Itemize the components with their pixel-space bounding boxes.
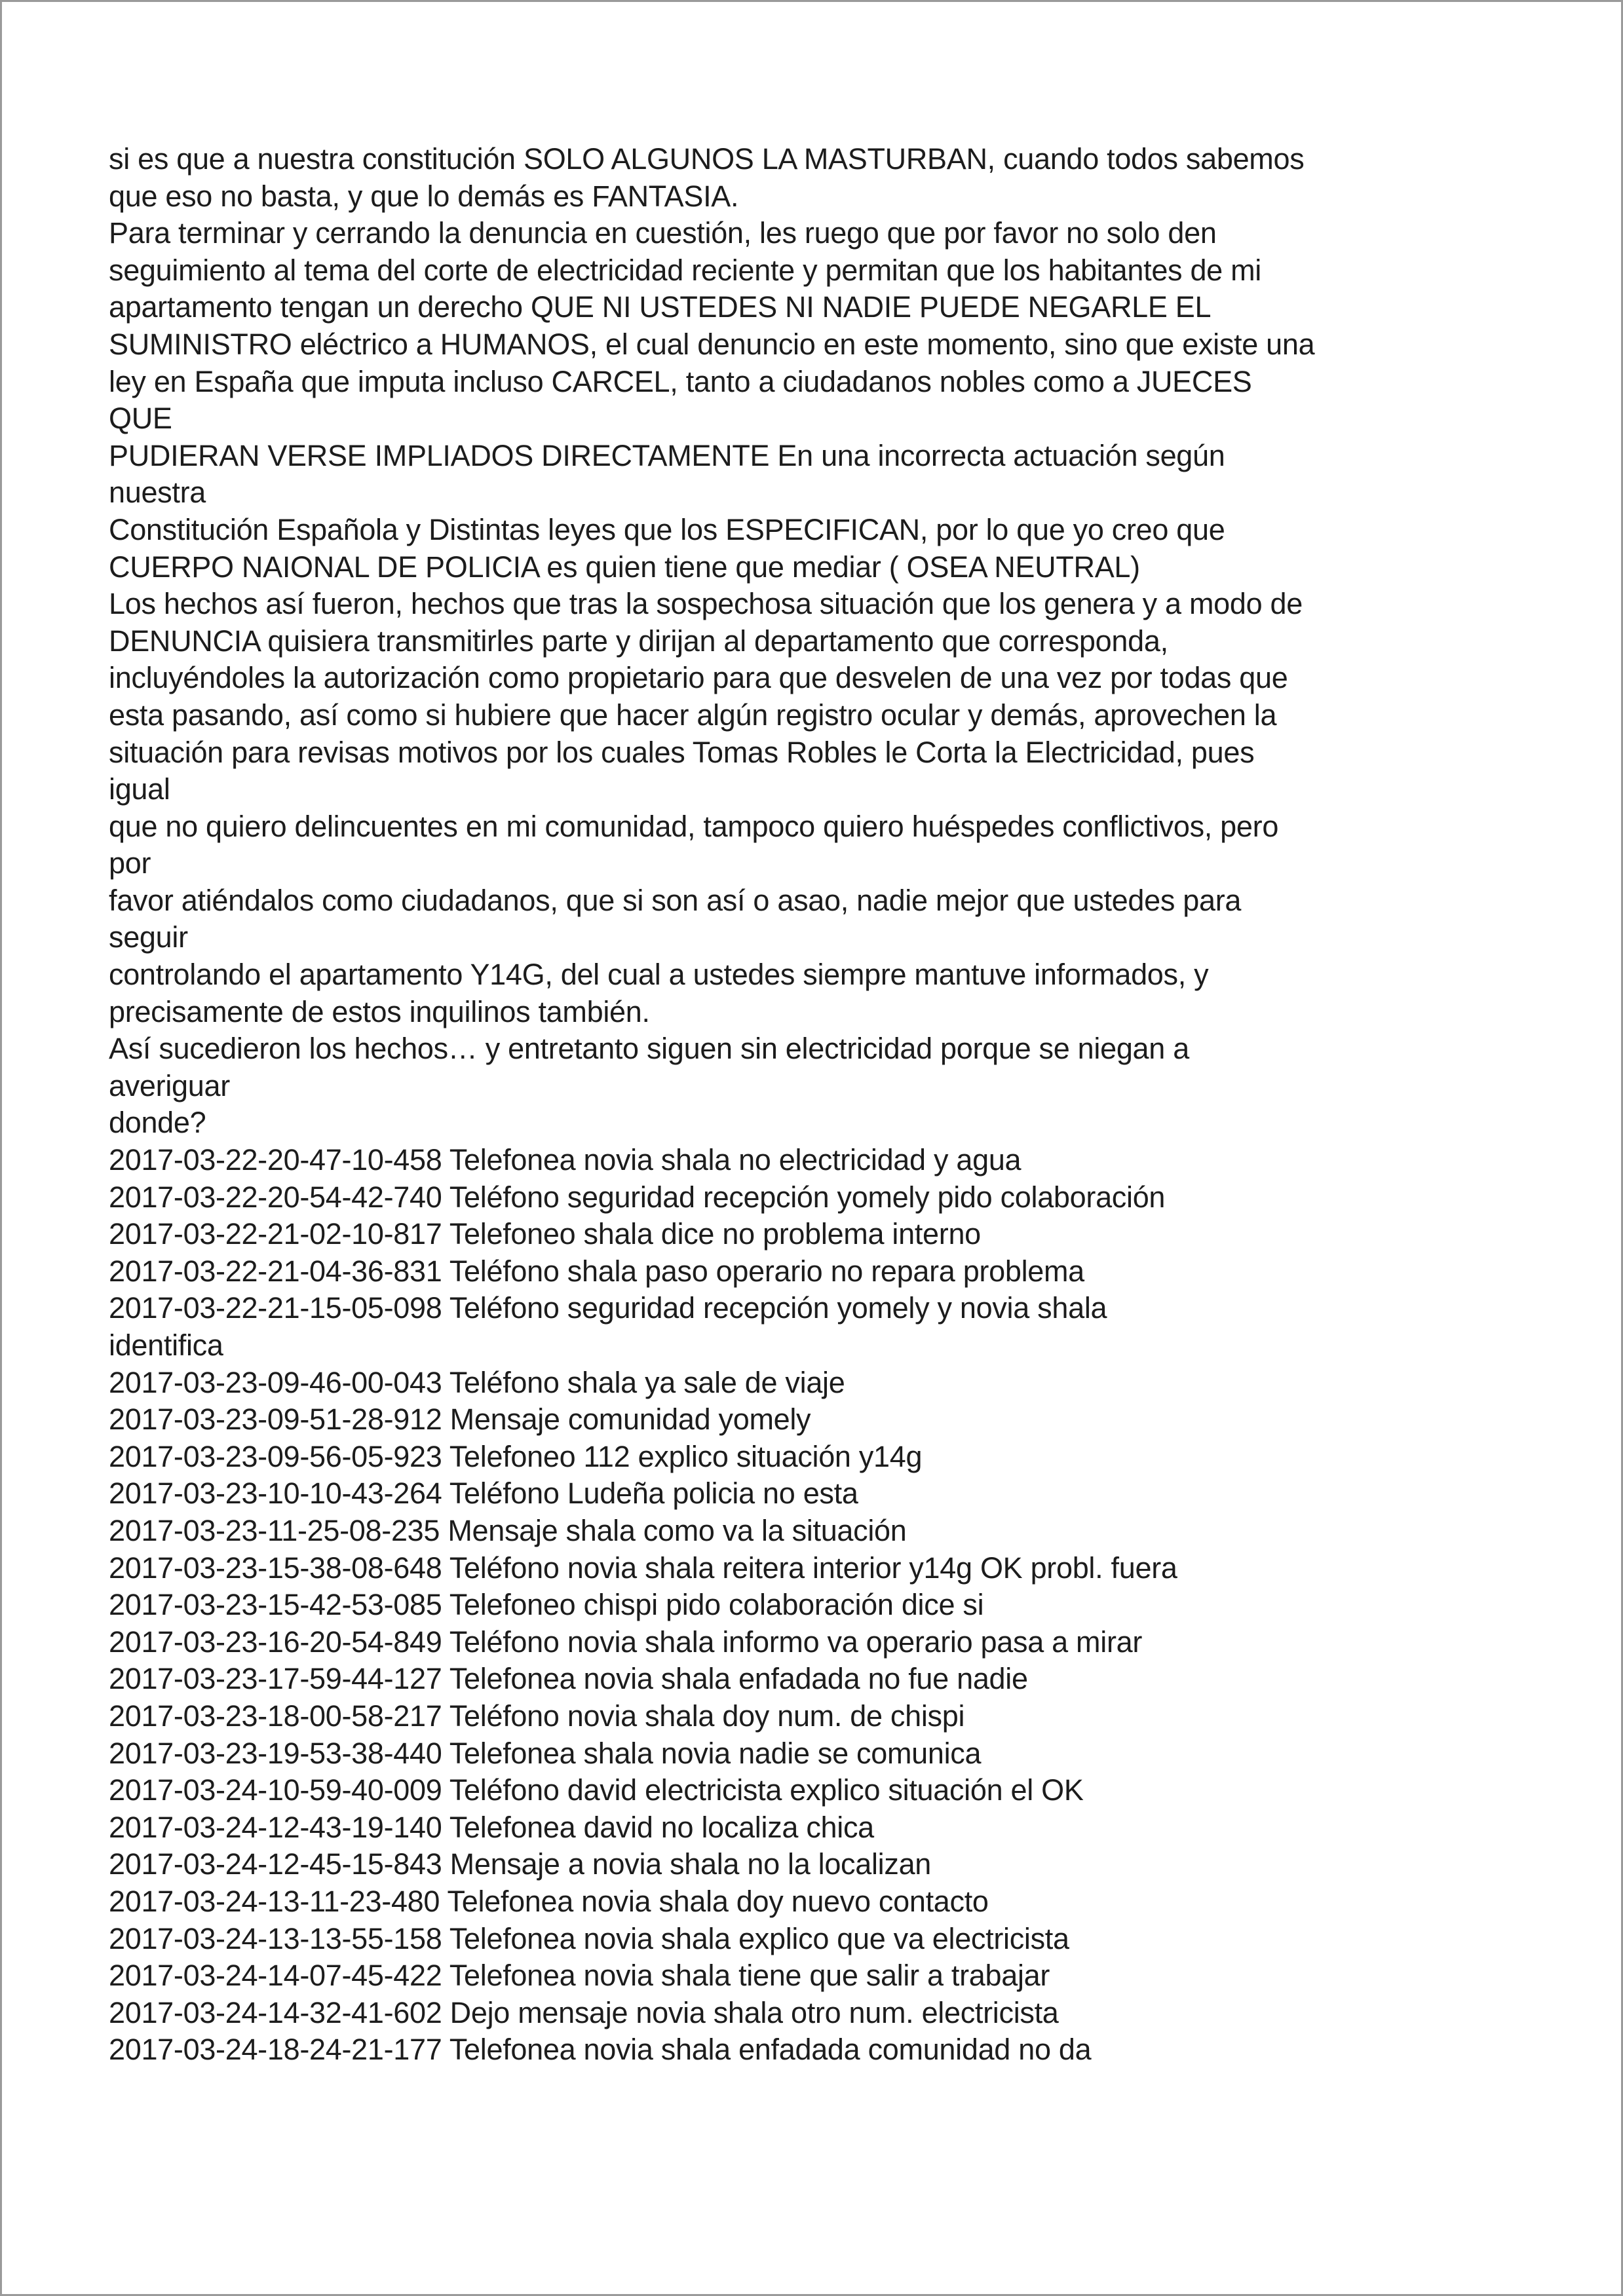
log-entry: 2017-03-22-20-54-42-740 Teléfono seguridad recepción yomely pido colaboración [109,1180,1166,1214]
text-line: situación para revisas motivos por los cuales Tomas Robles le Corta la Electricidad, pues [109,735,1255,769]
text-line: Para terminar y cerrando la denuncia en cuestión, les ruego que por favor no solo den [109,216,1217,250]
log-entry: 2017-03-23-09-46-00-043 Teléfono shala ya sale de viaje [109,1365,845,1399]
complaint-paragraph [109,141,1550,1142]
text-line: CUERPO NAIONAL DE POLICIA es quien tiene que mediar ( OSEA NEUTRAL) [109,550,1140,584]
text-line: Constitución Española y Distintas leyes que los ESPECIFICAN, por lo que yo creo que [109,512,1225,546]
log-entry: 2017-03-23-15-38-08-648 Teléfono novia shala reitera interior y14g OK probl. fuera [109,1551,1177,1585]
log-entry: 2017-03-23-10-10-43-264 Teléfono Ludeña policia no esta [109,1477,858,1511]
call-log [109,1142,1550,2069]
text-line: seguimiento al tema del corte de electricidad reciente y permitan que los habitantes de mi [109,253,1261,287]
log-entry: 2017-03-22-20-47-10-458 Telefonea novia shala no electricidad y agua [109,1143,1022,1177]
text-line: Así sucedieron los hechos… y entretanto siguen sin electricidad porque se niegan a [109,1032,1189,1066]
text-line: SUMINISTRO eléctrico a HUMANOS, el cual denuncio en este momento, sino que existe una [109,327,1315,361]
text-line: Los hechos así fueron, hechos que tras la sospechosa situación que los genera y a modo de [109,587,1303,621]
log-entry: 2017-03-24-14-32-41-602 Dejo mensaje novia shala otro num. electricista [109,1995,1059,2029]
log-entry: 2017-03-23-18-00-58-217 Teléfono novia shala doy num. de chispi [109,1699,965,1733]
text-line: ley en España que imputa incluso CARCEL, tanto a ciudadanos nobles como a JUECES [109,364,1252,398]
log-entry: 2017-03-23-09-56-05-923 Telefoneo 112 explico situación y14g [109,1439,923,1473]
log-entry: 2017-03-23-09-51-28-912 Mensaje comunidad yomely [109,1402,811,1437]
log-entry: 2017-03-24-13-11-23-480 Telefonea novia shala doy nuevo contacto [109,1884,989,1918]
text-line: igual [109,772,170,806]
log-entry: 2017-03-23-11-25-08-235 Mensaje shala como va la situación [109,1513,907,1547]
text-line: que no quiero delincuentes en mi comunidad, tampoco quiero huéspedes conflictivos, pero [109,809,1279,843]
text-line: nuestra [109,476,206,510]
text-line: si es que a nuestra constitución SOLO ALGUNOS LA MASTURBAN, cuando todos sabemos [109,142,1305,176]
log-entry: 2017-03-23-15-42-53-085 Telefoneo chispi pido colaboración dice si [109,1588,984,1622]
log-entry: identifica [109,1328,223,1362]
text-line: esta pasando, así como si hubiere que hacer algún registro ocular y demás, aprovechen la [109,698,1277,732]
log-entry: 2017-03-24-12-45-15-843 Mensaje a novia shala no la localizan [109,1847,932,1881]
log-entry: 2017-03-22-21-15-05-098 Teléfono seguridad recepción yomely y novia shala [109,1291,1107,1325]
text-line: seguir [109,920,188,954]
log-entry: 2017-03-24-12-43-19-140 Telefonea david no localiza chica [109,1810,874,1844]
text-line: QUE [109,402,172,436]
log-entry: 2017-03-24-14-07-45-422 Telefonea novia shala tiene que salir a trabajar [109,1959,1050,1993]
text-line: que eso no basta, y que lo demás es FANTASIA. [109,179,739,213]
text-line: favor atiéndalos como ciudadanos, que si son así o asao, nadie mejor que ustedes para [109,883,1242,917]
text-line: PUDIERAN VERSE IMPLIADOS DIRECTAMENTE En una incorrecta actuación según [109,438,1225,472]
text-line: DENUNCIA quisiera transmitirles parte y dirijan al departamento que corresponda, [109,624,1168,658]
log-entry: 2017-03-22-21-02-10-817 Telefoneo shala dice no problema interno [109,1217,981,1251]
log-entry: 2017-03-23-17-59-44-127 Telefonea novia shala enfadada no fue nadie [109,1662,1028,1696]
log-entry: 2017-03-24-18-24-21-177 Telefonea novia shala enfadada comunidad no da [109,2033,1092,2067]
text-line: apartamento tengan un derecho QUE NI USTEDES NI NADIE PUEDE NEGARLE EL [109,290,1212,324]
document-body [109,141,1550,2069]
log-entry: 2017-03-24-13-13-55-158 Telefonea novia shala explico que va electricista [109,1921,1069,1955]
text-line: controlando el apartamento Y14G, del cual a ustedes siempre mantuve informados, y [109,958,1209,992]
text-line: por [109,846,151,880]
log-entry: 2017-03-23-19-53-38-440 Telefonea shala novia nadie se comunica [109,1736,982,1770]
text-line: incluyéndoles la autorización como propietario para que desvelen de una vez por todas que [109,661,1288,695]
text-line: averiguar [109,1068,230,1102]
log-entry: 2017-03-23-16-20-54-849 Teléfono novia shala informo va operario pasa a mirar [109,1625,1143,1659]
log-entry: 2017-03-24-10-59-40-009 Teléfono david electricista explico situación el OK [109,1773,1084,1807]
log-entry: 2017-03-22-21-04-36-831 Teléfono shala paso operario no repara problema [109,1254,1084,1288]
text-line: donde? [109,1106,206,1140]
text-line: precisamente de estos inquilinos también. [109,994,650,1028]
